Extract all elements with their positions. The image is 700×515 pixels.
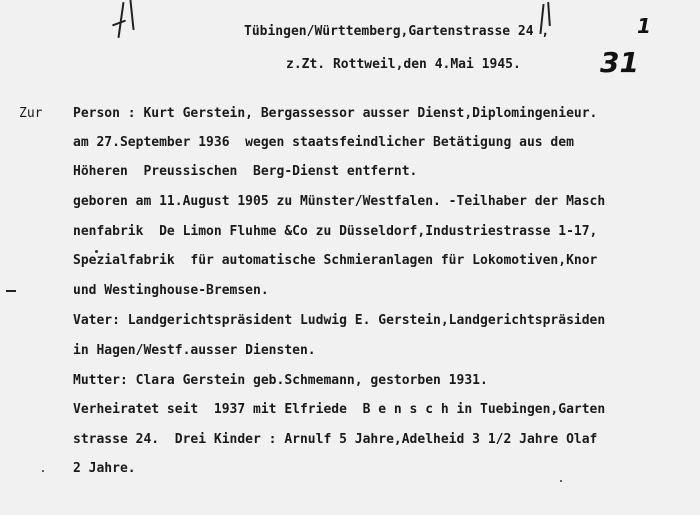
pen-stroke-mark [547, 2, 551, 26]
pen-stroke-mark [129, 0, 134, 30]
paper-speck [95, 250, 98, 253]
paper-speck [42, 470, 44, 472]
body-line: Person : Kurt Gerstein, Bergassessor ausser Dienst,Diplomingenieur. [73, 106, 598, 121]
body-line: nenfabrik De Limon Fluhme &Co zu Düsseldorf,Industriestrasse 1-17, [73, 224, 598, 239]
body-line: strasse 24. Drei Kinder : Arnulf 5 Jahre,Adelheid 3 1/2 Jahre Olaf [73, 432, 598, 447]
margin-dash-mark [6, 290, 16, 292]
body-line: geboren am 11.August 1905 zu Münster/Westfalen. -Teilhaber der Masch [73, 194, 606, 209]
body-line: Höheren Preussischen Berg-Dienst entfernt. [73, 164, 418, 179]
handwritten-page-number: 31 [600, 46, 639, 79]
handwritten-number-small: 1 [637, 14, 651, 38]
header-place-date: z.Zt. Rottweil,den 4.Mai 1945. [286, 57, 521, 72]
body-line: Spezialfabrik für automatische Schmieranlagen für Lokomotiven,Knor [73, 253, 598, 268]
body-line: 2 Jahre. [73, 461, 136, 476]
paper-speck [560, 480, 562, 482]
body-line: in Hagen/Westf.ausser Diensten. [73, 343, 316, 358]
header-address: Tübingen/Württemberg,Gartenstrasse 24 , [244, 24, 550, 39]
body-line: Verheiratet seit 1937 mit Elfriede B e n s c h in Tuebingen,Garten [73, 402, 606, 417]
body-line: Vater: Landgerichtspräsident Ludwig E. Gerstein,Landgerichtspräsiden [73, 313, 606, 328]
body-line: am 27.September 1936 wegen staatsfeindlicher Betätigung aus dem [73, 135, 574, 150]
body-line: und Westinghouse-Bremsen. [73, 283, 269, 298]
body-line: Mutter: Clara Gerstein geb.Schmemann, gestorben 1931. [73, 373, 488, 388]
margin-label: Zur [19, 106, 43, 121]
